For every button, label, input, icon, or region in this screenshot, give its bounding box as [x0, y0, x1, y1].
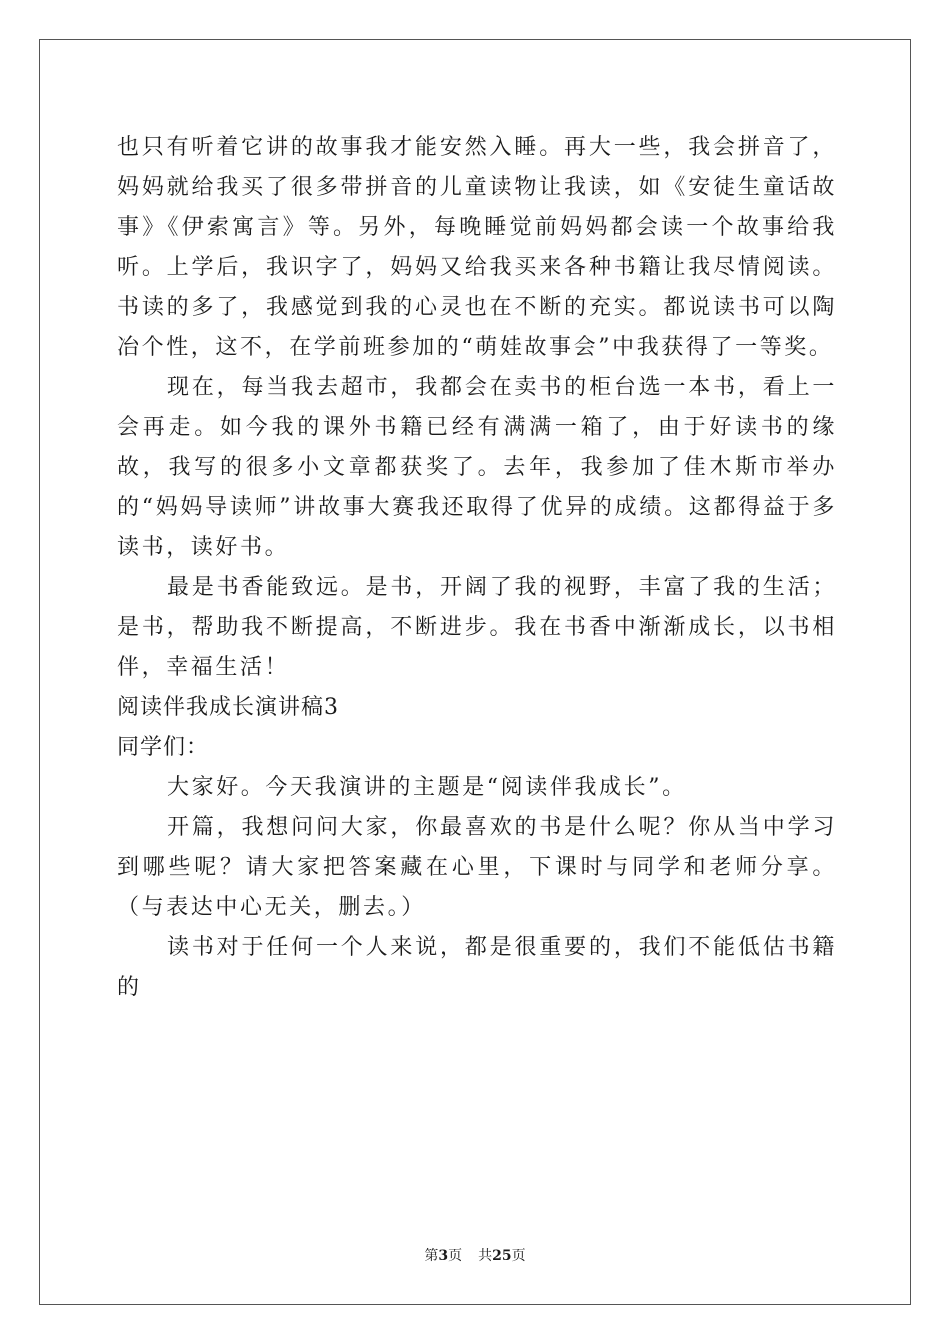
- paragraph-2: 现在，每当我去超市，我都会在卖书的柜台选一本书，看上一会再走。如今我的课外书籍已经有满满一箱了，由于好读书的缘故，我写的很多小文章都获奖了。去年，我参加了佳木斯市举办的“妈妈导读师”讲故事大赛我还取得了优异的成绩。这都得益于多读书，读好书。: [117, 375, 837, 560]
- total-suffix: 页: [511, 1248, 526, 1264]
- page-number: 3: [438, 1248, 449, 1264]
- paragraph-3: 最是书香能致远。是书，开阔了我的视野，丰富了我的生活；是书，帮助我不断提高，不断进步。我在书香中渐渐成长，以书相伴，幸福生活！: [117, 575, 837, 680]
- total-prefix: 共: [478, 1248, 493, 1264]
- paragraph-6: 读书对于任何一个人来说，都是很重要的，我们不能低估书籍的: [117, 935, 837, 1000]
- paragraph-1: 也只有听着它讲的故事我才能安然入睡。再大一些，我会拼音了，妈妈就给我买了很多带拼音的儿童读物让我读，如《安徒生童话故事》《伊索寓言》等。另外，每晚睡觉前妈妈都会读一个故事给我听。上学后，我识字了，妈妈又给我买来各种书籍让我尽情阅读。书读的多了，我感觉到我的心灵也在不断的充实。都说读书可以陶冶个性，这不，在学前班参加的“萌娃故事会”中我获得了一等奖。: [117, 135, 837, 360]
- salutation: 同学们：: [117, 735, 210, 760]
- paragraph-4: 大家好。今天我演讲的主题是“阅读伴我成长”。: [167, 775, 687, 800]
- page-footer: [0, 1246, 950, 1266]
- document-body: [117, 128, 837, 1008]
- page-suffix: 页: [448, 1248, 463, 1264]
- section-title: 阅读伴我成长演讲稿3: [117, 695, 339, 720]
- paragraph-5: 开篇，我想问问大家，你最喜欢的书是什么呢？你从当中学习到哪些呢？请大家把答案藏在心里，下课时与同学和老师分享。（与表达中心无关，删去。）: [117, 815, 837, 920]
- page-prefix: 第: [424, 1248, 439, 1264]
- total-pages: 25: [492, 1248, 512, 1264]
